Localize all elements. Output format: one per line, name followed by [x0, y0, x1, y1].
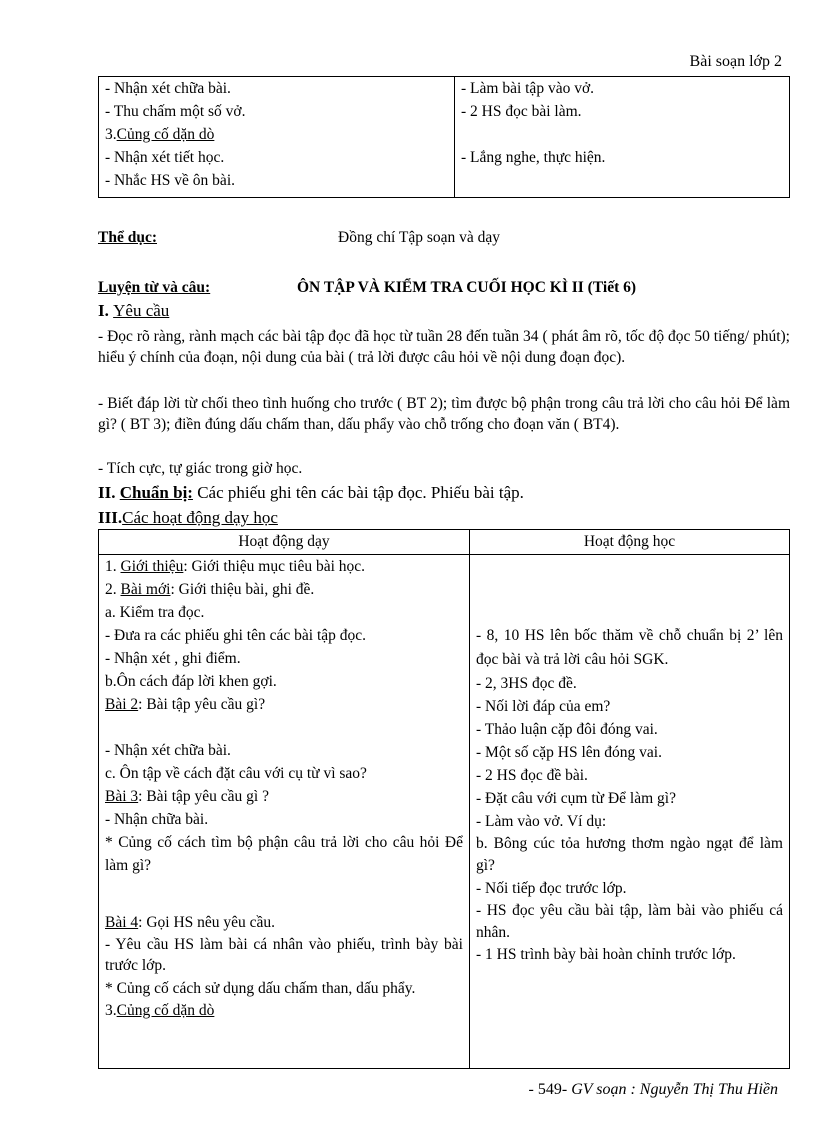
list-item: b. Bông cúc tỏa hương thơm ngào ngạt để làm gì?: [476, 835, 783, 874]
list-item: 3.Củng cố dặn dò: [105, 126, 215, 143]
list-item: - Làm bài tập vào vở.: [461, 80, 595, 97]
list-item: 3.Củng cố dặn dò: [105, 1002, 215, 1019]
list-item: - Thu chấm một số vở.: [105, 103, 246, 120]
list-item: - Nhận xét chữa bài.: [105, 742, 231, 759]
list-item: a. Kiểm tra đọc.: [105, 604, 205, 621]
list-item: - Nối lời đáp của em?: [476, 698, 611, 715]
list-item: - Nối tiếp đọc trước lớp.: [476, 880, 627, 897]
requirement-paragraph: - Biết đáp lời từ chối theo tình huống cho trước ( BT 2); tìm được bộ phận trong câu trả lời cho câu hỏi Để làm gì? ( BT 3); điền đúng dấu chấm than, dấu phẩy vào chỗ trống cho đoạn văn ( BT4).: [98, 395, 790, 433]
the-duc-label: Thể dục:: [98, 229, 157, 246]
activities-table: [98, 529, 790, 1069]
page-footer: - 549- GV soạn : Nguyễn Thị Thu Hiền: [528, 1081, 778, 1098]
list-item: * Củng cố cách sử dụng dấu chấm than, dấu phẩy.: [105, 980, 416, 997]
list-item: * Củng cố cách tìm bộ phận câu trả lời cho câu hỏi Để làm gì?: [105, 834, 463, 874]
list-item: - Nhắc HS về ôn bài.: [105, 172, 235, 189]
student-activities-cell: [470, 555, 790, 1069]
list-item: - 8, 10 HS lên bốc thăm về chỗ chuẩn bị 2’ lên đọc bài và trả lời câu hỏi SGK.: [476, 627, 783, 668]
list-item: b.Ôn cách đáp lời khen gợi.: [105, 673, 277, 690]
list-item: - Nhận xét , ghi điểm.: [105, 650, 241, 667]
column-header-teacher: Hoạt động dạy: [99, 530, 470, 555]
list-item: - Đưa ra các phiếu ghi tên các bài tập đọc.: [105, 627, 367, 644]
list-item: - Đặt câu với cụm từ Để làm gì?: [476, 790, 676, 807]
section-yeu-cau-title: I. Yêu cầu: [98, 301, 170, 320]
list-item: - 2 HS đọc bài làm.: [461, 103, 582, 120]
list-item: c. Ôn tập về cách đặt câu với cụ từ vì sao?: [105, 765, 367, 782]
list-item: - Làm vào vở. Ví dụ:: [476, 813, 607, 830]
list-item: - Thảo luận cặp đôi đóng vai.: [476, 721, 658, 738]
list-item: - Nhận xét tiết học.: [105, 149, 225, 166]
the-duc-text: Đồng chí Tập soạn và dạy: [338, 229, 500, 246]
section-hoat-dong: III.Các hoạt động dạy học: [98, 508, 278, 527]
list-item: - Một số cặp HS lên đóng vai.: [476, 744, 662, 761]
requirement-paragraph: - Tích cực, tự giác trong giờ học.: [98, 460, 303, 477]
lesson-title: ÔN TẬP VÀ KIỂM TRA CUỐI HỌC KÌ II (Tiết 6): [297, 279, 637, 296]
top-left-cell: [99, 77, 455, 198]
ltvc-label: Luyện từ và câu:: [98, 279, 211, 296]
list-item: - 2 HS đọc đề bài.: [476, 767, 588, 784]
teacher-activities-cell: [99, 555, 470, 1069]
list-item: Bài 3: Bài tập yêu cầu gì ?: [105, 788, 269, 805]
page-header: Bài soạn lớp 2: [689, 53, 782, 70]
list-item: - Lắng nghe, thực hiện.: [461, 149, 606, 166]
section-chuan-bi: II. Chuẩn bị: Các phiếu ghi tên các bài tập đọc. Phiếu bài tập.: [98, 483, 524, 502]
column-header-student: Hoạt động học: [470, 530, 790, 555]
top-right-cell: [455, 77, 790, 198]
list-item: - 2, 3HS đọc đề.: [476, 675, 577, 692]
list-item: - HS đọc yêu cầu bài tập, làm bài vào phiếu cá nhân.: [476, 902, 783, 941]
list-item: 2. Bài mới: Giới thiệu bài, ghi đề.: [105, 581, 315, 598]
list-item: - Yêu cầu HS làm bài cá nhân vào phiếu, trình bày bài trước lớp.: [105, 936, 463, 974]
list-item: Bài 4: Gọi HS nêu yêu cầu.: [105, 914, 276, 931]
list-item: 1. Giới thiệu: Giới thiệu mục tiêu bài học.: [105, 558, 366, 575]
list-item: - 1 HS trình bày bài hoàn chỉnh trước lớp.: [476, 946, 736, 963]
list-item: Bài 2: Bài tập yêu cầu gì?: [105, 696, 266, 713]
requirement-paragraph: - Đọc rõ ràng, rành mạch các bài tập đọc đã học từ tuần 28 đến tuần 34 ( phát âm rõ, tốc độ đọc 50 tiếng/ phút); hiểu ý chính của đoạn, nội dung của bài ( trả lời được câu hỏi về nội dung đoạn đọc).: [98, 328, 790, 366]
top-continuation-table: [98, 76, 790, 198]
list-item: - Nhận xét chữa bài.: [105, 80, 231, 97]
list-item: - Nhận chữa bài.: [105, 811, 209, 828]
